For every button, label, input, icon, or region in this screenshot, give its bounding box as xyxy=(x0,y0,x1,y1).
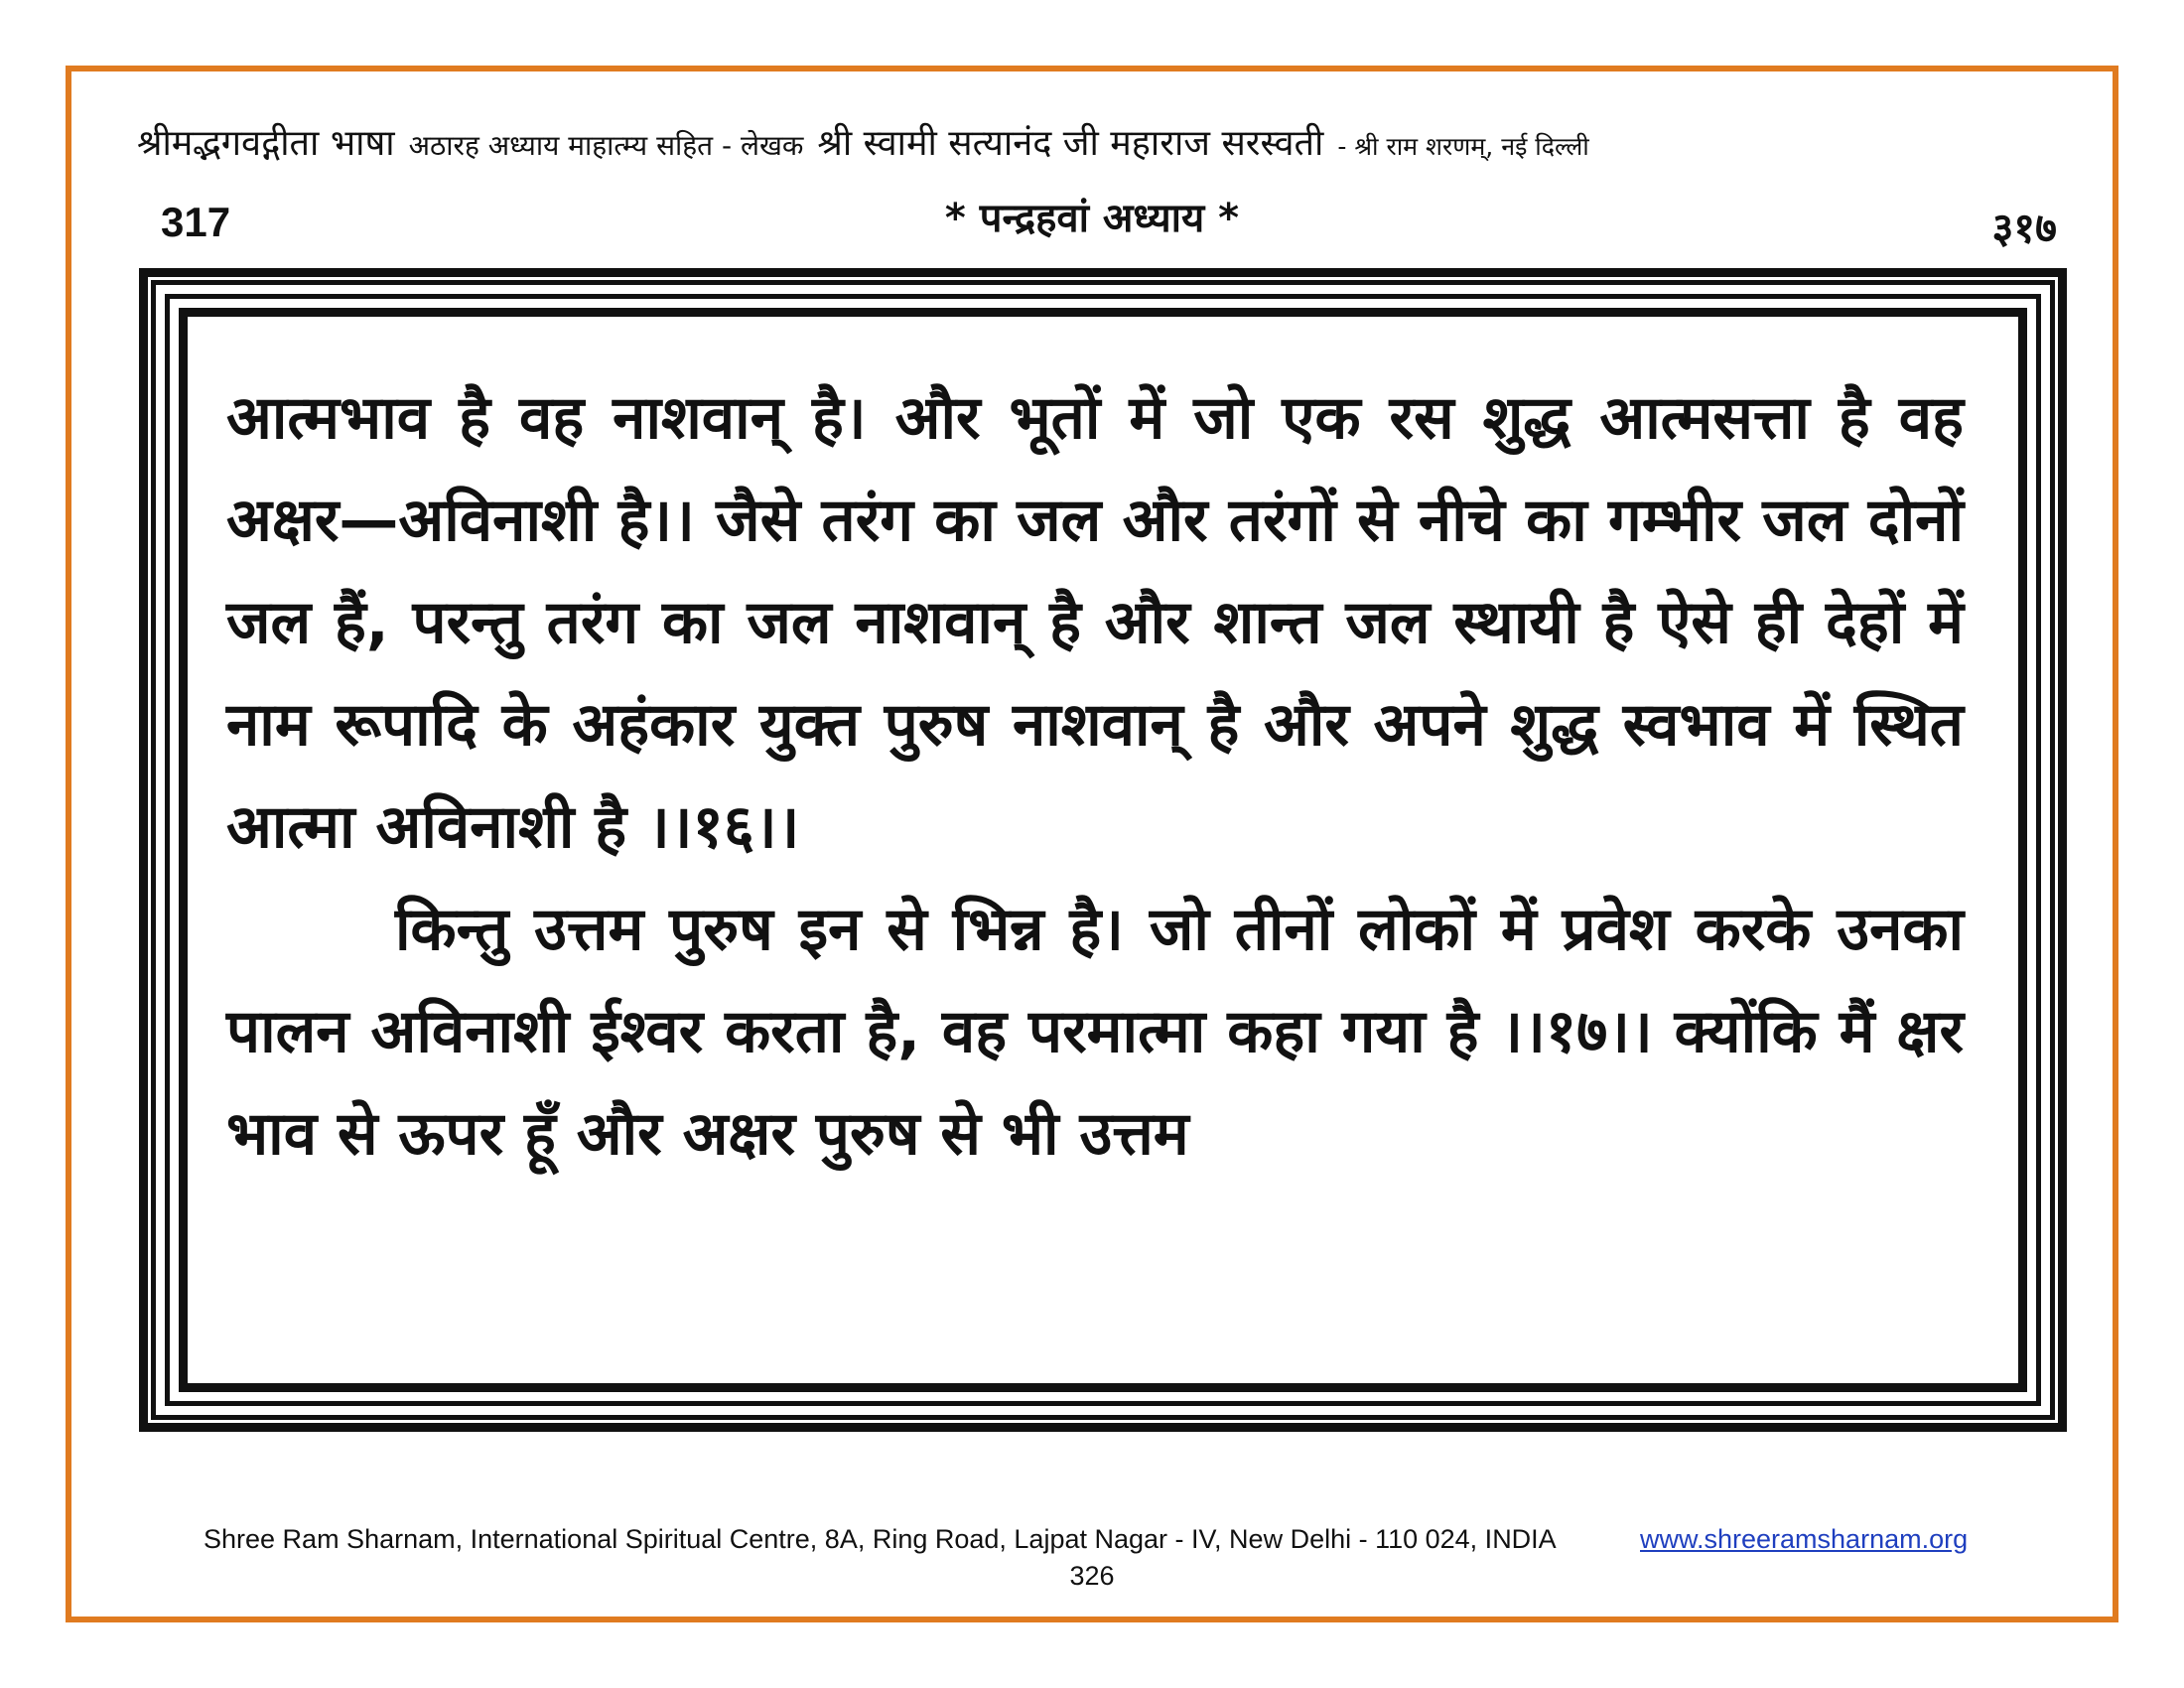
paragraph-verse-17: किन्तु उत्तम पुरुष इन से भिन्न है। जो तीनों लोकों में प्रवेश करके उनका पालन अविनाशी ईश्वर करता है, वह परमात्मा कहा गया है ।।१७।। क्योंकि मैं क्षर भाव से ऊपर हूँ और अक्षर पुरुष से भी उत्तम xyxy=(226,895,1964,1169)
paragraph-verse-16: आत्मभाव है वह नाशवान् है। और भूतों में जो एक रस शुद्ध आत्मसत्ता है वह अक्षर—अविनाशी है।। जैसे तरंग का जल और तरंगों से नीचे का गम्भीर जल दोनों जल हैं, परन्तु तरंग का जल नाशवान् है और शान्त जल स्थायी है ऐसे ही देहों में नाम रूपादि के अहंकार युक्त पुरुष नाशवान् है और अपने शुद्ध स्वभाव में स्थित आत्मा अविनाशी है ।।१६।। xyxy=(226,383,1964,862)
book-title: श्रीमद्भगवद्गीता भाषा xyxy=(137,123,395,164)
page-number-left: 317 xyxy=(161,199,231,245)
page-number-right: ३१७ xyxy=(1991,204,2057,252)
footer-address: Shree Ram Sharnam, International Spiritual Centre, 8A, Ring Road, Lajpat Nagar - IV, New Delhi - 110 024, INDIA xyxy=(204,1524,1557,1554)
website-link[interactable]: www.shreeramsharnam.org xyxy=(1640,1524,1969,1554)
scripture-text xyxy=(226,367,1964,1186)
book-subtitle: अठारह अध्याय माहात्म्य सहित - लेखक xyxy=(408,129,804,162)
chapter-title: * पन्द्रहवां अध्याय * xyxy=(944,196,1240,241)
footer-page-number: 326 xyxy=(1069,1561,1115,1591)
author-name: श्री स्वामी सत्यानंद जी महाराज सरस्वती xyxy=(817,123,1324,164)
publisher-name: - श्री राम शरणम्, नई दिल्ली xyxy=(1337,132,1589,161)
running-header xyxy=(137,117,2063,167)
